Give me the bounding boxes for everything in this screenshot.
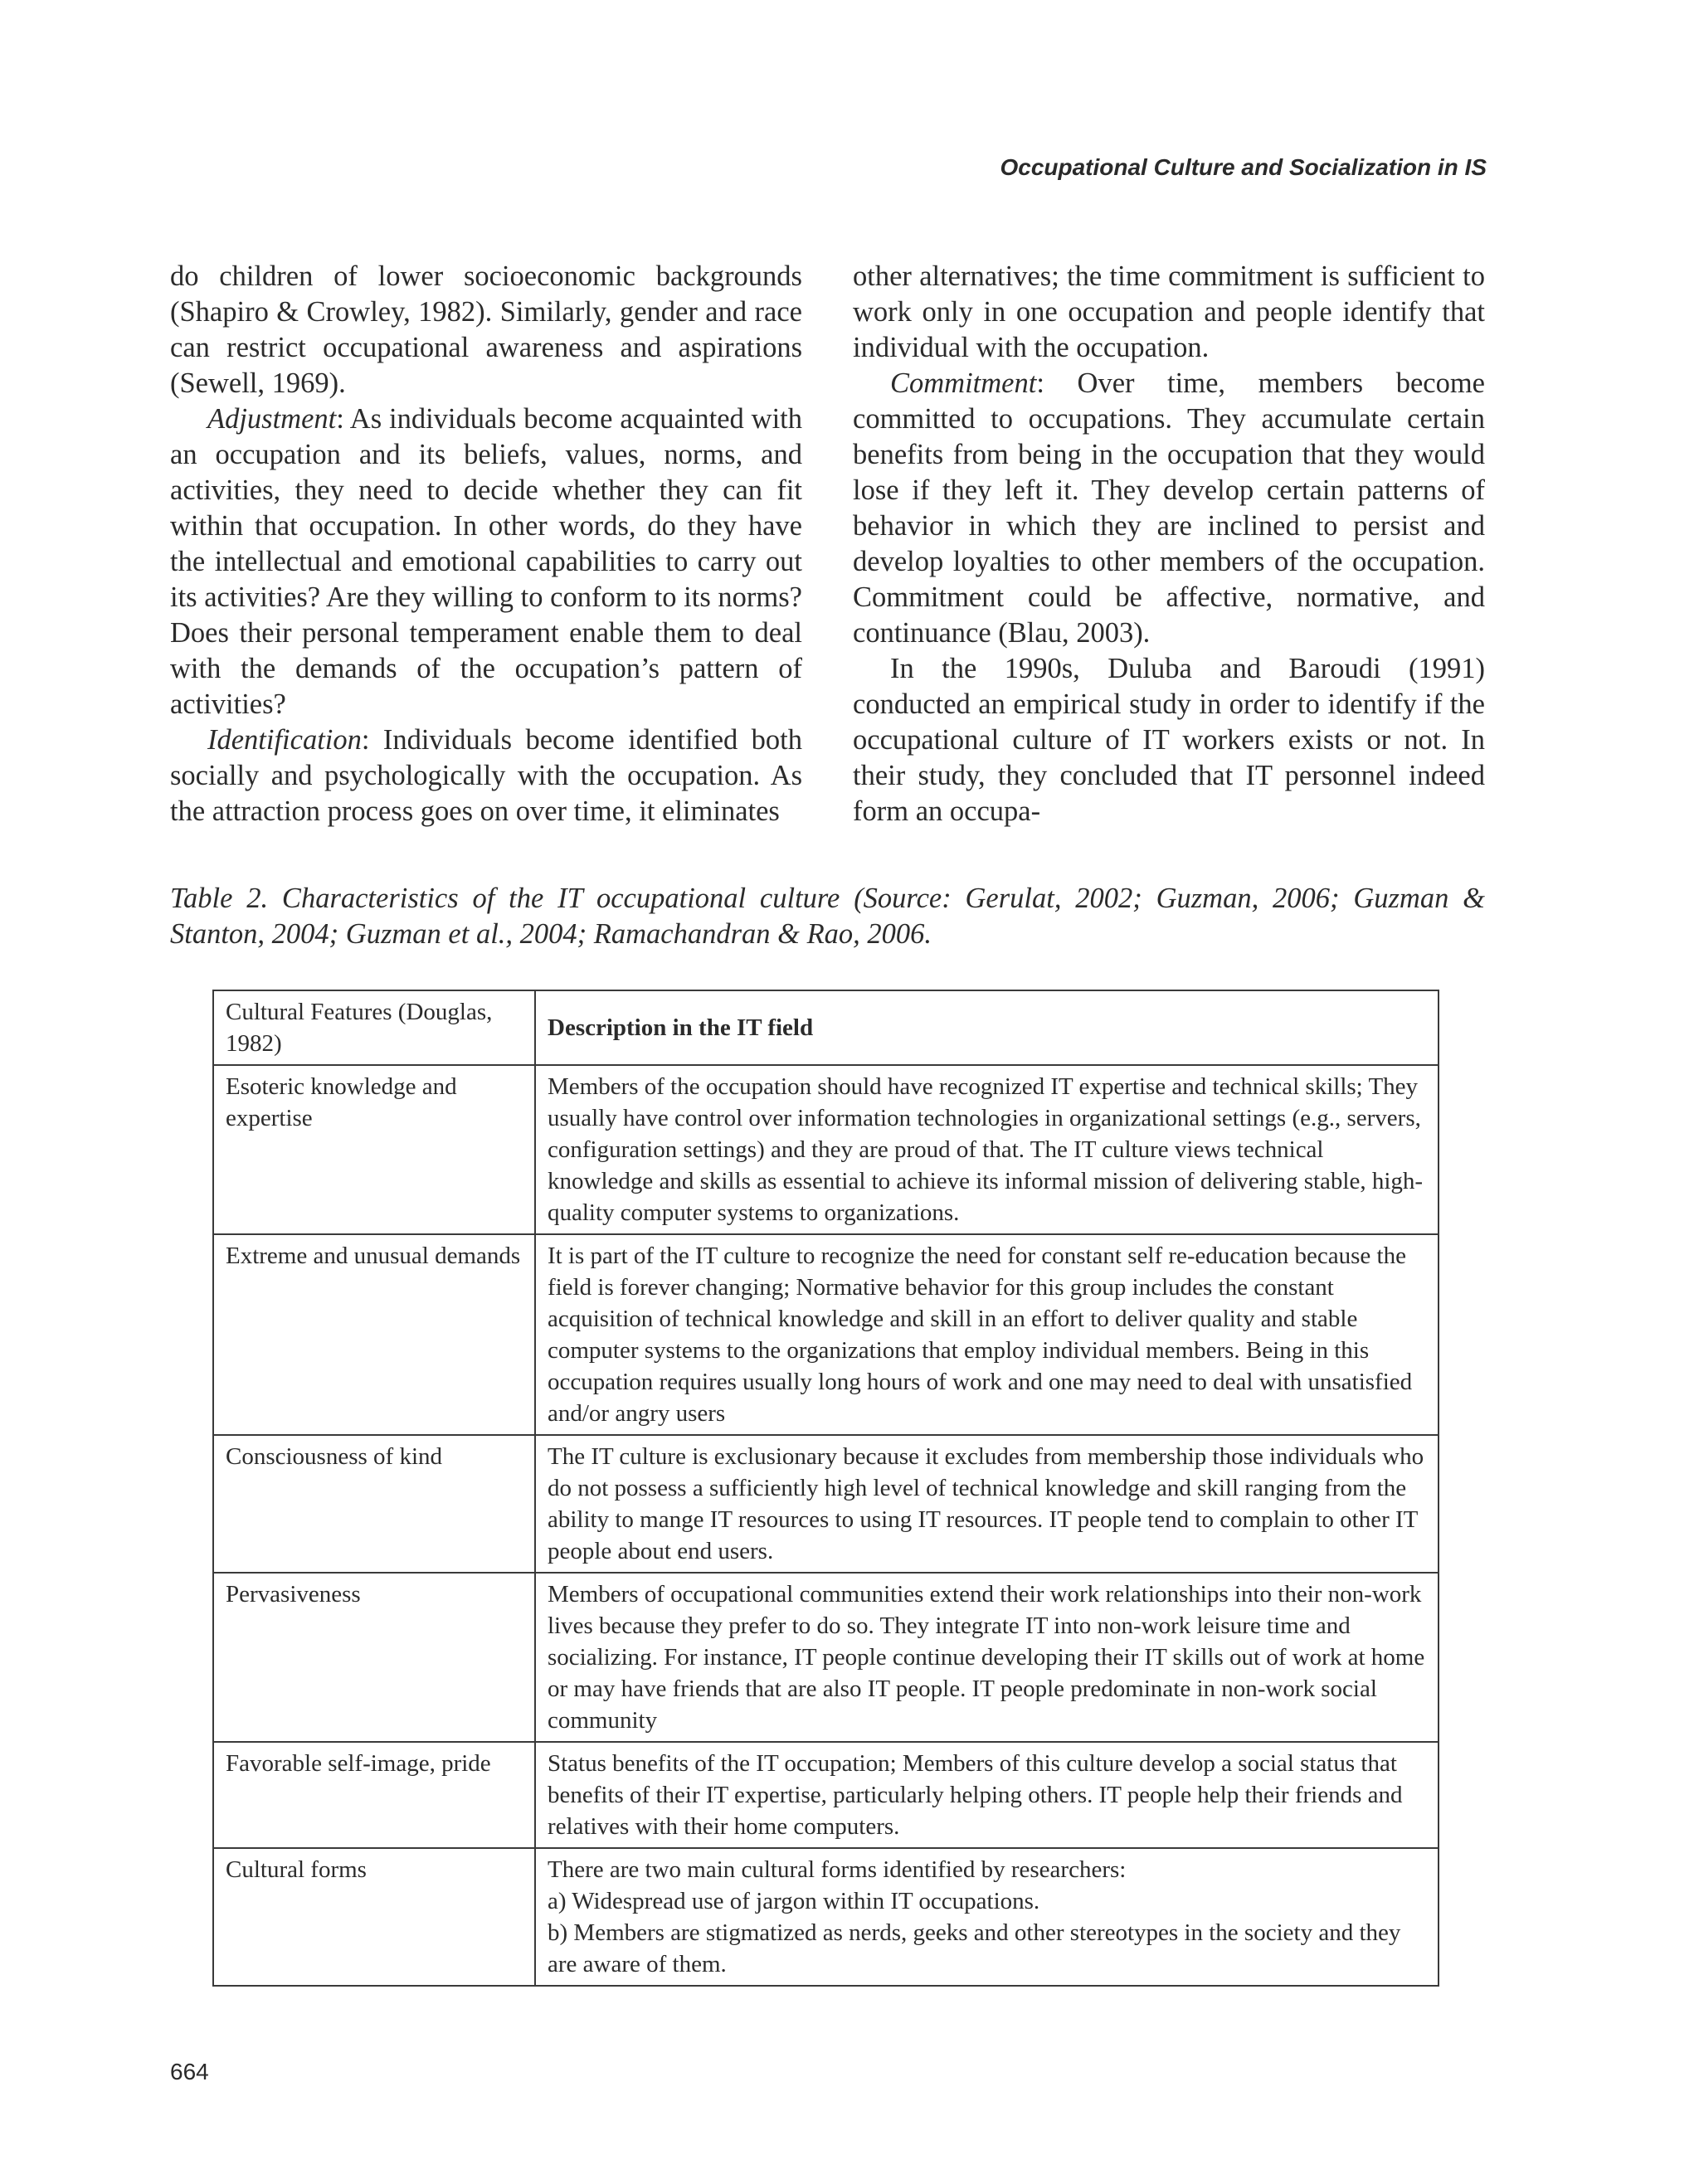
- paragraph: other alternatives; the time commitment is sufficient to work only in one occupation and people identify that individual with the occupation.: [853, 260, 1485, 363]
- description-cell: It is part of the IT culture to recognize the need for constant self re-education because the field is forever changing; Normative behavior for this group includes the constant acquisition of technical knowledge and skill in an effort to deliver quality and stable computer systems to the organizations that employ individual members. Being in this occupation requires usually long hours of work and one may need to deal with unsatisfied and/or angry users: [535, 1234, 1439, 1435]
- table-row: [213, 1065, 1439, 1234]
- feature-cell: Cultural forms: [213, 1848, 535, 1986]
- left-column: [170, 259, 802, 829]
- body-text: [170, 259, 1485, 829]
- header-cultural-features: Cultural Features (Douglas, 1982): [213, 990, 535, 1065]
- description-cell: Members of the occupation should have recognized IT expertise and technical skills; They usually have control over information technologies in organizational settings (e.g., servers, configuration settings) and they are proud of that. The IT culture views technical knowledge and skills as essential to achieve its informal mission of delivering stable, high-quality computer systems to organizations.: [535, 1065, 1439, 1234]
- description-cell: [535, 1848, 1439, 1986]
- description-line: a) Widespread use of jargon within IT occupations.: [548, 1888, 1040, 1914]
- feature-cell: Pervasiveness: [213, 1573, 535, 1742]
- running-head: Occupational Culture and Socialization in IS: [1000, 154, 1487, 180]
- description-cell: The IT culture is exclusionary because it excludes from membership those individuals who do not possess a sufficiently high level of technical knowledge and skill ranging from the ability to mange IT resources to using IT resources. IT people tend to complain to other IT people about end users.: [535, 1435, 1439, 1573]
- term-commitment: Commitment: [890, 367, 1037, 399]
- characteristics-table: [212, 990, 1439, 1987]
- table-row: [213, 1573, 1439, 1742]
- table-row: [213, 1435, 1439, 1573]
- table-row: [213, 1742, 1439, 1848]
- paragraph: In the 1990s, Duluba and Baroudi (1991) conducted an empirical study in order to identify if the occupational culture of IT workers exists or not. In their study, they concluded that IT personnel indeed form an occupa-: [853, 653, 1485, 827]
- term-adjustment: Adjustment: [207, 403, 337, 435]
- paragraph-text: : Over time, members become committed to occupations. They accumulate certain benefits from being in the occupation that they would lose if they left it. They develop certain patterns of behavior in which they are inclined to persist and develop loyalties to other members of the occupation. Commitment could be affective, normative, and continuance (Blau, 2003).: [853, 367, 1485, 649]
- paragraph: do children of lower socioeconomic backgrounds (Shapiro & Crowley, 1982). Similarly, gender and race can restrict occupational awareness and aspirations (Sewell, 1969).: [170, 260, 802, 399]
- feature-cell: Consciousness of kind: [213, 1435, 535, 1573]
- description-cell: Members of occupational communities extend their work relationships into their non-work lives because they prefer to do so. They integrate IT into non-work leisure time and socializing. For instance, IT people continue developing their IT skills out of work at home or may have friends that are also IT people. IT people predominate in non-work social community: [535, 1573, 1439, 1742]
- table-caption: Table 2. Characteristics of the IT occupational culture (Source: Gerulat, 2002; Guzman, 2006; Guzman & Stanton, 2004; Guzman et al., 2004; Ramachandran & Rao, 2006.: [170, 883, 1485, 950]
- feature-cell: Extreme and unusual demands: [213, 1234, 535, 1435]
- paragraph-text: : Individuals become identified both socially and psychologically with the occupation. As the attraction process goes on over time, it eliminates: [170, 724, 802, 827]
- paragraph-identification: [170, 722, 802, 829]
- paragraph-commitment: [853, 366, 1485, 651]
- table-row: [213, 1848, 1439, 1986]
- paragraph-adjustment: [170, 401, 802, 722]
- description-line: b) Members are stigmatized as nerds, geeks and other stereotypes in the society and they are aware of them.: [548, 1919, 1401, 1977]
- page-number: 664: [170, 2059, 209, 2084]
- description-line: There are two main cultural forms identified by researchers:: [548, 1856, 1127, 1883]
- description-cell: Status benefits of the IT occupation; Members of this culture develop a social status that benefits of their IT expertise, particularly helping others. IT people help their friends and relatives with their home computers.: [535, 1742, 1439, 1848]
- right-column: [853, 259, 1485, 829]
- feature-cell: Esoteric knowledge and expertise: [213, 1065, 535, 1234]
- table-row: [213, 1234, 1439, 1435]
- feature-cell: Favorable self-image, pride: [213, 1742, 535, 1848]
- table-header-row: [213, 990, 1439, 1065]
- paragraph-text: : As individuals become acquainted with an occupation and its beliefs, values, norms, and activities, they need to decide whether they can fit within that occupation. In other words, do they have the intellectual and emotional capabilities to carry out its activities? Are they willing to conform to its norms? Does their personal temperament enable them to deal with the demands of the occupation’s pattern of activities?: [170, 403, 802, 720]
- term-identification: Identification: [207, 724, 362, 756]
- header-description: Description in the IT field: [535, 990, 1439, 1065]
